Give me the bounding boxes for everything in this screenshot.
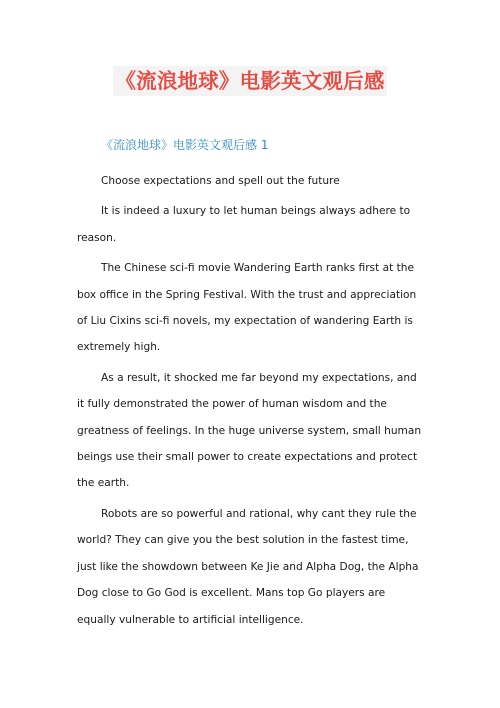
title-wrapper [0,66,500,96]
paragraph: Choose expectations and spell out the future [101,175,340,187]
paragraph: The Chinese sci-fi movie Wandering Earth ranks first at the box office in the Spring Festival. With the trust and appreciation of Liu Cixins sci-fi novels, my expectation of wandering Earth is extremely high. [77,262,417,354]
document-body [77,168,427,637]
section-heading: 《流浪地球》电影英文观后感 1 [101,138,269,152]
paragraph: As a result, it shocked me far beyond my expectations, and it fully demonstrated the power of human wisdom and the greatness of feelings. In the huge universe system, small human beings use their small power to create expectations and protect the earth. [77,371,422,490]
paragraph: Robots are so powerful and rational, why cant they rule the world? They can give you the best solution in the fastest time, just like the showdown between Ke Jie and Alpha Dog, the Alpha Dog close to Go God is excellent. Mans top Go players are equally vulnerable to artificial intelligence. [77,507,419,626]
paragraph: It is indeed a luxury to let human beings always adhere to reason. [77,205,411,244]
document-title: 《流浪地球》电影英文观后感 [113,66,386,96]
